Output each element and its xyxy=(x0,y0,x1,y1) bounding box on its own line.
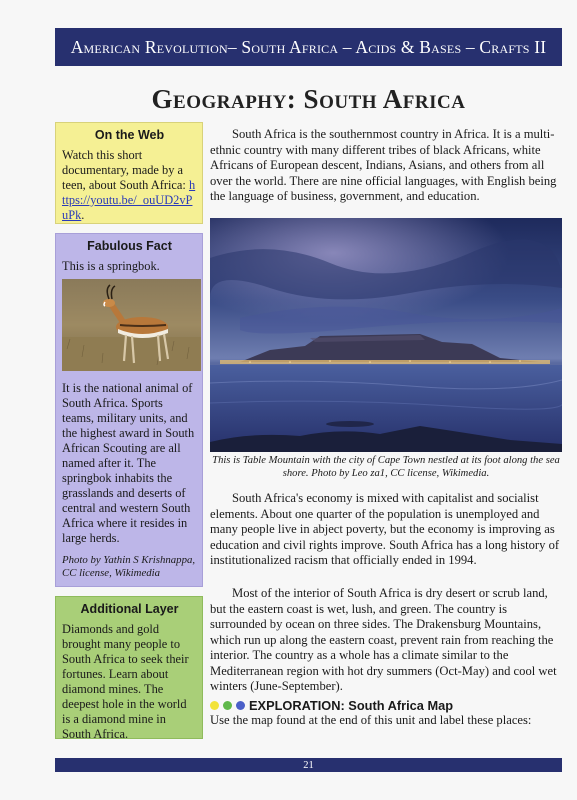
unit-banner xyxy=(55,28,562,66)
unit-title: American Revolution– South Africa – Acids & Bases – Crafts II xyxy=(70,36,547,57)
on-the-web-box xyxy=(55,122,203,224)
climate-text: Most of the interior of South Africa is dry desert or scrub land, but the eastern coast is wet, lush, and green. The country is surrounded by ocean on three sides. The Drakensburg Mountains, which run up along the eastern coast, prevent rain from reaching the interior. The country as a whole has a climate similar to the Mediterranean region with hot dry summers (Oct-May) and cool wet winters (June-September). xyxy=(210,586,557,693)
exploration-heading-row xyxy=(210,698,562,713)
springbok-photo xyxy=(62,279,201,371)
on-the-web-text xyxy=(62,148,197,223)
link-period: . xyxy=(81,208,85,222)
fabulous-fact-intro: This is a springbok. xyxy=(62,259,160,273)
youtube-link[interactable]: https://youtu.be/_ouUD2vPuPk xyxy=(62,178,196,222)
on-the-web-heading: On the Web xyxy=(94,128,165,142)
climate-paragraph xyxy=(210,586,562,695)
economy-paragraph xyxy=(210,491,562,569)
photo-caption: This is Table Mountain with the city of Cape Town nestled at its foot along the sea shore. Photo by Leo za1, CC license, Wikimedia. xyxy=(212,455,560,479)
additional-layer-heading: Additional Layer xyxy=(80,602,179,616)
intro-paragraph xyxy=(210,127,562,205)
level-dot-yellow-icon xyxy=(210,701,219,710)
table-mountain-photo xyxy=(210,218,562,452)
exploration-section xyxy=(210,698,562,728)
page-number: 21 xyxy=(303,759,314,771)
exploration-heading: EXPLORATION: South Africa Map xyxy=(249,698,454,713)
additional-layer-text: Diamonds and gold brought many people to South Africa to seek their fortunes. Learn about diamond mines. The deepest hole in the world is a diamond mine in South Africa. xyxy=(62,622,189,741)
page-title: Geography: South Africa xyxy=(151,84,466,114)
fabulous-fact-box xyxy=(55,233,203,587)
on-the-web-description: Watch this short documentary, made by a teen, about South Africa: xyxy=(62,148,186,192)
fabulous-fact-body: It is the national animal of South Africa. Sports teams, military units, and the highest award in South African Scouting are all named after it. The springbok inhabits the grasslands and deserts of central and western South Africa where it resides in large herds. xyxy=(62,381,195,545)
page-footer xyxy=(55,758,562,772)
fabulous-fact-heading: Fabulous Fact xyxy=(87,239,172,253)
economy-text: South Africa's economy is mixed with capitalist and socialist elements. About one quarter of the population is unemployed and many people live in abject poverty, but the economy is improving as education and civil rights improve. South Africa has a long history of institutionalized racism that officially ended in 1994. xyxy=(210,491,560,567)
exploration-instructions: Use the map found at the end of this unit and label these places: xyxy=(210,713,532,727)
additional-layer-box xyxy=(55,596,203,739)
intro-text: South Africa is the southernmost country in Africa. It is a multi-ethnic country with many different tribes of black Africans, white Africans of European descent, Indians, Asians, and others from all over the world. There are nine official languages, with English being the language of business, government, and education. xyxy=(210,127,557,203)
springbok-photo-credit: Photo by Yathin S Krishnappa, CC license, Wikimedia xyxy=(62,554,196,579)
level-dot-blue-icon xyxy=(236,701,245,710)
level-dot-green-icon xyxy=(223,701,232,710)
